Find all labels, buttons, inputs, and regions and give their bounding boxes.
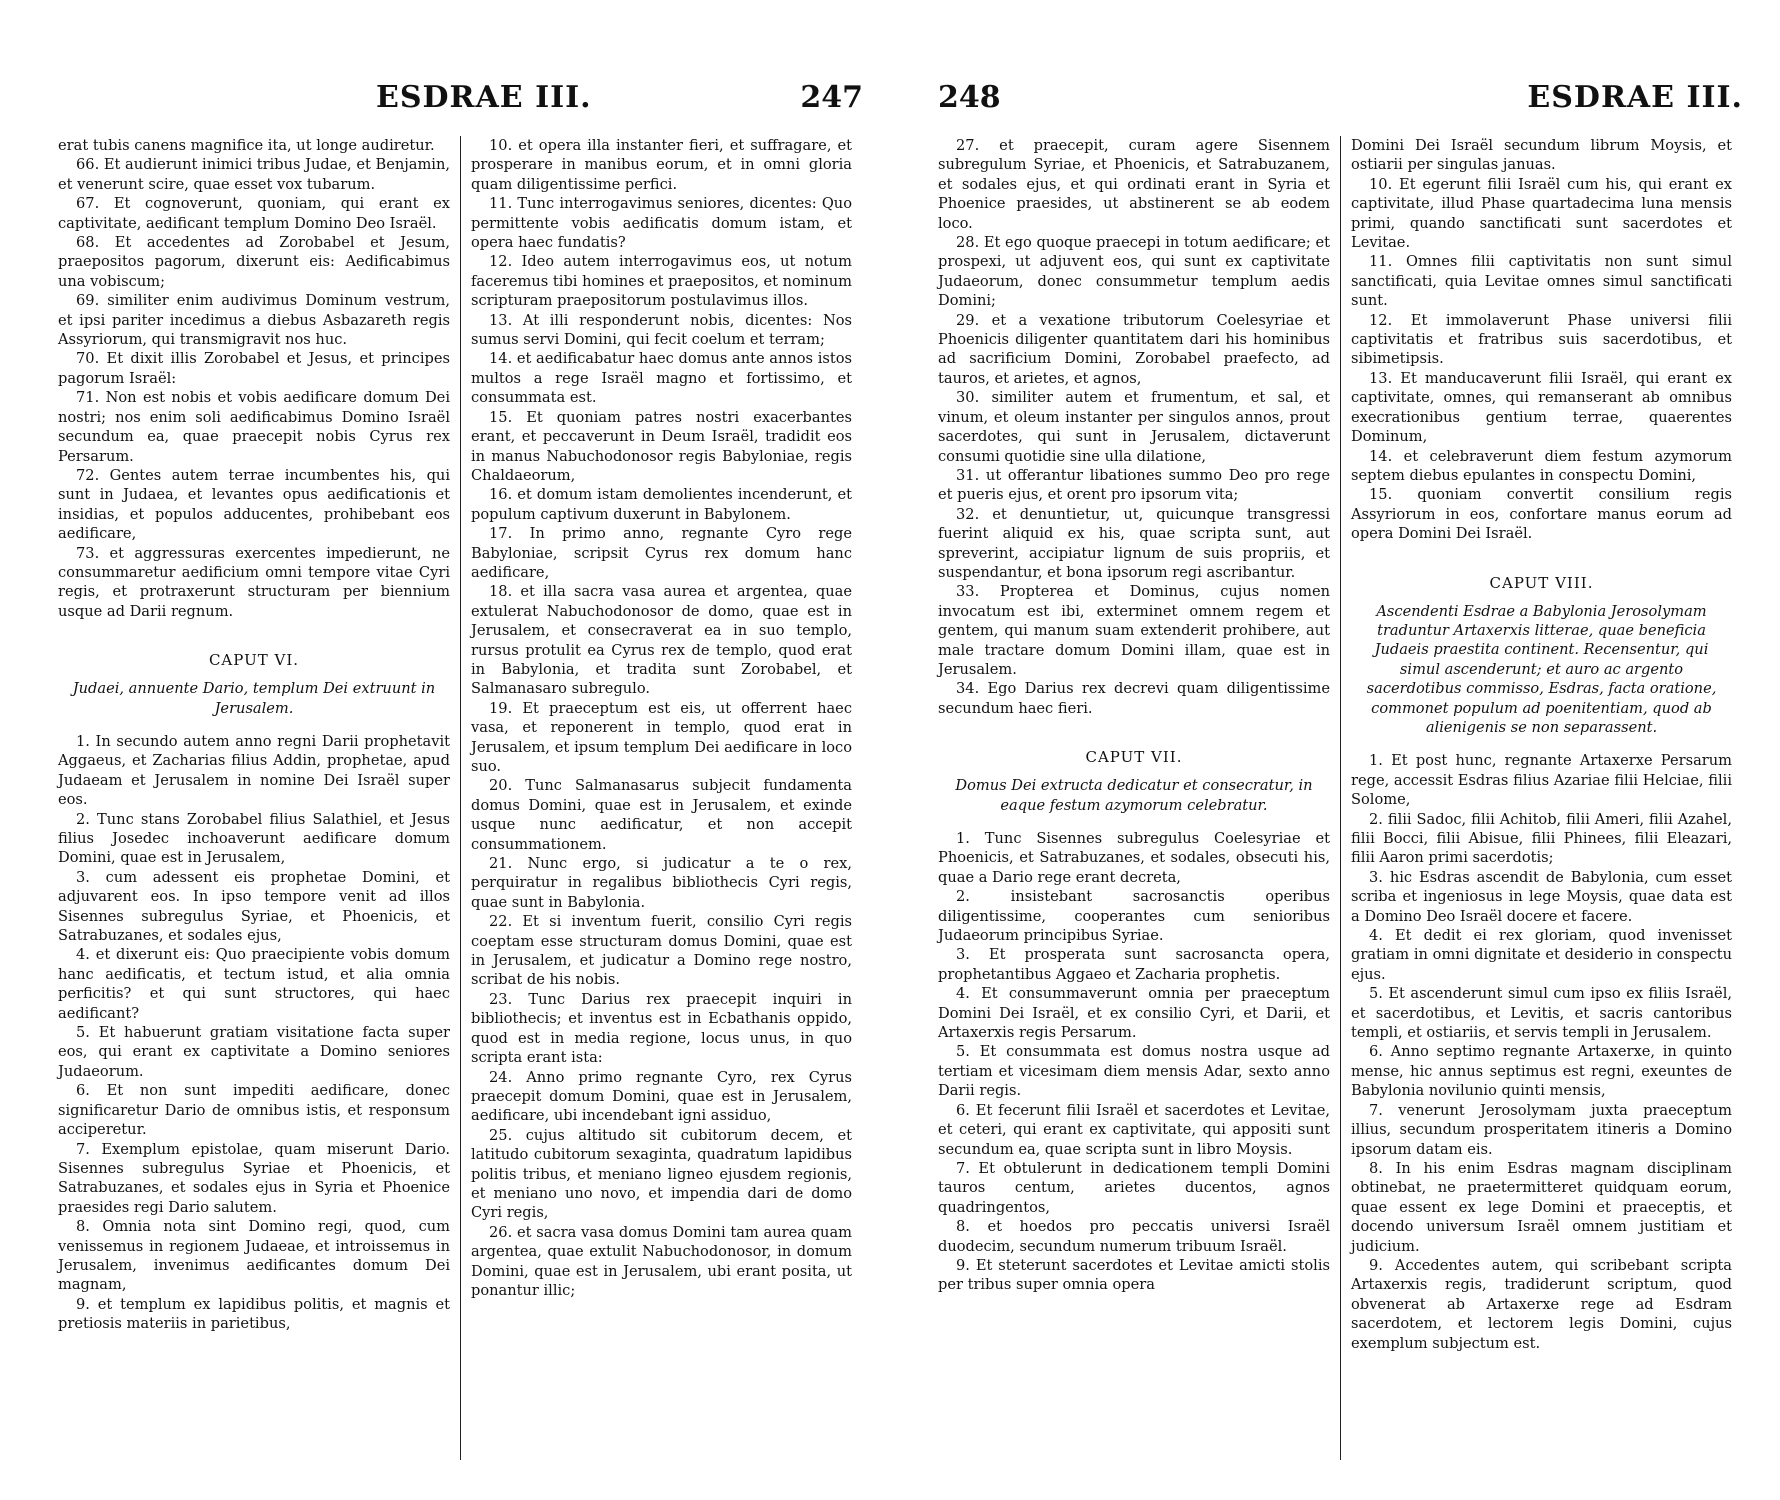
chapter-summary: Domus Dei extructa dedicatur et consecratur, in eaque festum azymorum celebratur.	[955, 777, 1313, 814]
verse: 4. Et consummaverunt omnia per praeceptum Domini Dei Israël, et ex consilio Cyri, et Darii, et Artaxerxis regis Persarum.	[938, 985, 1330, 1042]
left-page-columns	[58, 136, 863, 1460]
running-head: ESDRAE III.	[1527, 80, 1743, 115]
verse: 14. et celebraverunt diem festum azymorum septem diebus epulantes in conspectu Domini,	[1351, 447, 1732, 484]
chapter-heading: CAPUT VI.	[208, 651, 300, 670]
verse: 2. Tunc stans Zorobabel filius Salathiel, et Jesus filius Josedec inchoaverunt aedificare domum Domini, quae est in Jerusalem,	[58, 810, 450, 867]
right-page-columns	[938, 136, 1743, 1460]
verse: 67. Et cognoverunt, quoniam, qui erant ex captivitate, aedificant templum Domino Deo Israël.	[58, 195, 450, 232]
verse: 1. Tunc Sisennes subregulus Coelesyriae et Phoenicis, et Satrabuzanes, et sodales, obsecuti his, quae a Dario rege erant decreta,	[938, 830, 1330, 886]
verse: 7. venerunt Jerosolymam juxta praeceptum illius, secundum prosperitatem itineris a Domino ipsorum datam eis.	[1351, 1101, 1732, 1158]
verse: 8. In his enim Esdras magnam disciplinam obtinebat, ne praetermitteret quidquam eorum, quae essent ex lege Domini et praeceptis, et docendo universum Israël omnem justitiam et judicium.	[1351, 1159, 1732, 1255]
verse: 5. Et habuerunt gratiam visitatione facta super eos, qui erant ex captivitate a Domino seniores Judaeorum.	[58, 1024, 450, 1080]
verse: 9. Et steterunt sacerdotes et Levitae amicti stolis per tribus super omnia opera	[938, 1256, 1330, 1294]
right-page-header	[938, 80, 1743, 126]
verse: 19. Et praeceptum est eis, ut offerrent haec vasa, et reponerent in templo, quod erat in Jerusalem, et ipsum templum Dei aedificare in loco suo.	[471, 699, 852, 775]
verse: 23. Tunc Darius rex praecepit inquiri in bibliothecis; et inventus est in Ecbathanis oppido, quod est in media regione, locus unus, in quo scripta erant ista:	[471, 990, 852, 1067]
verse: 7. Exemplum epistolae, quam miserunt Dario. Sisennes subregulus Syriae et Phoenicis, et Satrabuzanes, et sodales ejus in Syria et Phoenice praesides regi Dario salutem.	[58, 1140, 450, 1216]
verse: 24. Anno primo regnante Cyro, rex Cyrus praecepit domum Domini, quae est in Jerusalem, aedificare, ubi incendebant igni assiduo,	[471, 1068, 852, 1125]
right-column-2	[1340, 136, 1732, 1460]
continued-text: Domini Dei Israël secundum librum Moysis, et ostiarii per singulas januas.	[1351, 137, 1732, 174]
verse: 17. In primo anno, regnante Cyro rege Babyloniae, scripsit Cyrus rex domum hanc aedificare,	[471, 525, 852, 581]
page-number: 247	[800, 80, 863, 115]
verse: 73. et aggressuras exercentes impedierunt, ne consummaretur aedificium omni tempore vitae Cyri regis, et protraxerunt structuram per biennium usque ad Darii regnum.	[58, 544, 450, 620]
page-number: 248	[938, 80, 1001, 115]
verse: 15. Et quoniam patres nostri exacerbantes erant, et peccaverunt in Deum Israël, tradidit eos in manus Nabuchodonosor regis Babyloniae, regis Chaldaeorum,	[471, 408, 852, 484]
running-head: ESDRAE III.	[376, 80, 592, 115]
verse: 31. ut offerantur libationes summo Deo pro rege et pueris ejus, et orent pro ipsorum vita;	[938, 466, 1330, 504]
verse: 72. Gentes autem terrae incumbentes his, qui sunt in Judaea, et levantes opus aedificationis et insidias, et populos adducentes, prohibebant eos aedificare,	[58, 466, 450, 543]
verse: 21. Nunc ergo, si judicatur a te o rex, perquiratur in regalibus bibliothecis Cyri regis, quae sunt in Babylonia.	[471, 855, 852, 911]
verse: 13. Et manducaverunt filii Israël, qui erant ex captivitate, omnes, qui remanserant ab omnibus execrationibus gentium terrae, quaerentes Dominum,	[1351, 369, 1732, 446]
verse: 5. Et ascenderunt simul cum ipso ex filiis Israël, et sacerdotibus, et Levitis, et sacris cantoribus templi, et ostiariis, et servis templi in Jerusalem.	[1351, 985, 1732, 1042]
right-column-1	[938, 136, 1330, 1460]
verse: 30. similiter autem et frumentum, et sal, et vinum, et oleum instanter per singulos annos, prout sacerdotes, qui sunt in Jerusalem, dictaverunt consumi quotidie sine ulla dilatione,	[938, 389, 1330, 465]
verse: 9. Accedentes autem, qui scribebant scripta Artaxerxis regis, tradiderunt scriptum, quod obvenerat ab Artaxerxe rege ad Esdram sacerdotem, et lectorem legis Domini, cujus exemplum subjectum est.	[1351, 1256, 1732, 1352]
verse: 1. In secundo autem anno regni Darii prophetavit Aggaeus, et Zacharias filius Addin, prophetae, apud Judaeam et Jerusalem in nomine Dei Israël super eos.	[58, 732, 450, 809]
left-column-1	[58, 136, 450, 1460]
verse: 11. Tunc interrogavimus seniores, dicentes: Quo permittente vobis aedificatis domum istam, et opera haec fundatis?	[471, 195, 852, 252]
chapter-heading: CAPUT VII.	[1085, 748, 1183, 767]
verse: 6. Et fecerunt filii Israël et sacerdotes et Levitae, et ceteri, qui erant ex captivitate, qui appositi sunt secundum ea, quae scripta sunt in libro Moysis.	[938, 1101, 1330, 1158]
verse: 3. Et prosperata sunt sacrosancta opera, prophetantibus Aggaeo et Zacharia prophetis.	[938, 946, 1330, 983]
verse: 28. Et ego quoque praecepi in totum aedificare; et prospexi, ut adjuvent eos, qui sunt ex captivitate Judaeorum, donec consummetur templum aedis Domini;	[938, 234, 1330, 310]
verse: 13. At illi responderunt nobis, dicentes: Nos sumus servi Domini, qui fecit coelum et terram;	[471, 311, 852, 349]
verse: 9. et templum ex lapidibus politis, et magnis et pretiosis materiis in parietibus,	[58, 1295, 450, 1333]
verse: 4. et dixerunt eis: Quo praecipiente vobis domum hanc aedificatis, et tectum istud, et alia omnia perficitis? et qui sunt structores, qui haec aedificant?	[58, 946, 450, 1022]
chapter-summary: Ascendenti Esdrae a Babylonia Jerosolymam traduntur Artaxerxis litterae, quae beneficia Judaeis praestita continent. Recensentur, qui simul ascenderunt; et auro ac argento sacerdotibus commisso, Esdras, facta oratione, commonet populum ad poenitentiam, quod ab alienigenis se non separassent.	[1366, 602, 1717, 736]
verse: 22. Et si inventum fuerit, consilio Cyri regis coeptam esse structuram domus Domini, quae est in Jerusalem, et judicatur a Domino rege nostro, scribat de his nobis.	[471, 913, 852, 989]
verse: 6. Anno septimo regnante Artaxerxe, in quinto mense, hic annus septimus est regni, exeuntes de Babylonia novilunio quinti mensis,	[1351, 1043, 1732, 1100]
verse: 66. Et audierunt inimici tribus Judae, et Benjamin, et venerunt scire, quae esset vox tubarum.	[58, 156, 451, 193]
verse: 26. et sacra vasa domus Domini tam aurea quam argentea, quae extulit Nabuchodonosor, in domum Domini, quae est in Jerusalem, ubi erant posita, ut ponantur illic;	[471, 1223, 852, 1299]
verse: 10. Et egerunt filii Israël cum his, qui erant ex captivitate, illud Phase quartadecima luna mensis primi, quando sanctificati sunt sacerdotes et Levitae.	[1351, 175, 1732, 252]
left-page	[58, 80, 863, 1460]
verse: 71. Non est nobis et vobis aedificare domum Dei nostri; nos enim soli aedificabimus Domino Israël secundum ea, quae praecepit nobis Cyrus rex Persarum.	[58, 389, 450, 465]
left-page-header	[58, 80, 863, 126]
verse: 69. similiter enim audivimus Dominum vestrum, et ipsi pariter incedimus a diebus Asbazareth regis Assyriorum, qui transmigravit nos huc.	[58, 292, 450, 349]
verse: 32. et denuntietur, ut, quicunque transgressi fuerint aliquid ex his, quae scripta sunt, aut spreverint, accipiatur lignum de suis propriis, et suspendantur, et bona ipsorum regi ascribantur.	[938, 505, 1330, 581]
verse: 2. insistebant sacrosanctis operibus diligentissime, cooperantes cum senioribus Judaeorum principibus Syriae.	[938, 888, 1330, 945]
verse: 4. Et dedit ei rex gloriam, quod invenisset gratiam in omni dignitate et desiderio in conspectu ejus.	[1351, 927, 1732, 983]
chapter-heading: CAPUT VIII.	[1489, 573, 1594, 592]
verse: 7. Et obtulerunt in dedicationem templi Domini tauros centum, arietes ducentos, agnos quadringentos,	[938, 1159, 1330, 1216]
chapter-summary: Judaei, annuente Dario, templum Dei extruunt in Jerusalem.	[72, 680, 436, 717]
verse: 11. Omnes filii captivitatis non sunt simul sanctificati, quia Levitae omnes simul sanctificati sunt.	[1351, 253, 1732, 310]
verse: 20. Tunc Salmanasarus subjecit fundamenta domus Domini, quae est in Jerusalem, et exinde usque nunc aedificatur, et non accepit consummationem.	[471, 777, 852, 853]
verse: 5. Et consummata est domus nostra usque ad tertiam et vicesimam diem mensis Adar, sexto anno Darii regis.	[938, 1043, 1330, 1100]
left-column-2	[460, 136, 852, 1460]
verse: 6. Et non sunt impediti aedificare, donec significaretur Dario de omnibus istis, et responsum acciperetur.	[58, 1082, 450, 1139]
verse: 27. et praecepit, curam agere Sisennem subregulum Syriae, et Phoenicis, et Satrabuzanem, et sodales ejus, et qui ordinati erant in Syria et Phoenice praesides, ut abstinerent se ab eodem loco.	[938, 137, 1330, 232]
verse: 29. et a vexatione tributorum Coelesyriae et Phoenicis diligenter quantitatem dari his hominibus ad sacrificium Domini, Zorobabel praefecto, ad tauros, et arietes, et agnos,	[938, 311, 1330, 387]
right-page	[938, 80, 1743, 1460]
verse: 70. Et dixit illis Zorobabel et Jesus, et principes pagorum Israël:	[58, 350, 450, 387]
verse: 68. Et accedentes ad Zorobabel et Jesum, praepositos pagorum, dixerunt eis: Aedificabimus una vobiscum;	[58, 234, 450, 290]
verse: 2. filii Sadoc, filii Achitob, filii Ameri, filii Azahel, filii Bocci, filii Abisue, filii Phinees, filii Eleazari, filii Aaron primi sacerdotis;	[1351, 810, 1732, 867]
verse: 10. et opera illa instanter fieri, et suffragare, et prosperare in manibus eorum, et in omni gloria quam diligentissime perfici.	[471, 137, 852, 193]
verse: 34. Ego Darius rex decrevi quam diligentissime secundum haec fieri.	[938, 680, 1330, 717]
verse: 18. et illa sacra vasa aurea et argentea, quae extulerat Nabuchodonosor de domo, quae est in Jerusalem, et consecraverat ea in suo templo, rursus protulit ea Cyrus rex de templo, quod erat in Babylonia, et tradita sunt Zorobabel, et Salmanasaro subregulo.	[471, 583, 852, 698]
continued-text: erat tubis canens magnifice ita, ut longe audiretur.	[58, 137, 435, 154]
verse: 25. cujus altitudo sit cubitorum decem, et latitudo cubitorum sexaginta, quadratum lapidibus politis tribus, et meniano ligneo ejusdem regionis, et meniano uno novo, et impendia dari de domo Cyri regis,	[471, 1126, 852, 1222]
verse: 3. cum adessent eis prophetae Domini, et adjuvarent eos. In ipso tempore venit ad illos Sisennes subregulus Syriae, et Phoenicis, et Satrabuzanes, et sodales ejus,	[58, 868, 450, 945]
verse: 12. Et immolaverunt Phase universi filii captivitatis et fratribus suis sacerdotibus, et sibimetipsis.	[1351, 311, 1732, 368]
verse: 8. Omnia nota sint Domino regi, quod, cum venissemus in regionem Judaeae, et introissemus in Jerusalem, invenimus aedificantes domum Dei magnam,	[58, 1218, 450, 1294]
verse: 8. et hoedos pro peccatis universi Israël duodecim, secundum numerum tribuum Israël.	[938, 1218, 1330, 1255]
verse: 3. hic Esdras ascendit de Babylonia, cum esset scriba et ingeniosus in lege Moysis, quae data est a Domino Deo Israël docere et facere.	[1351, 868, 1732, 925]
verse: 1. Et post hunc, regnante Artaxerxe Persarum rege, accessit Esdras filius Azariae filii Helciae, filii Solome,	[1351, 752, 1732, 809]
verse: 15. quoniam convertit consilium regis Assyriorum in eos, confortare manus eorum ad opera Domini Dei Israël.	[1351, 486, 1732, 543]
verse: 14. et aedificabatur haec domus ante annos istos multos a rege Israël magno et fortissimo, et consummata est.	[471, 350, 852, 407]
verse: 33. Propterea et Dominus, cujus nomen invocatum est ibi, exterminet omnem regem et gentem, qui manum suam extenderit prohibere, aut male tractare domum Domini illam, quae est in Jerusalem.	[938, 583, 1330, 678]
verse: 16. et domum istam demolientes incenderunt, et populum captivum duxerunt in Babylonem.	[471, 486, 852, 523]
verse: 12. Ideo autem interrogavimus eos, ut notum faceremus tibi homines et praepositos, et nominum scripturam praepositorum postulavimus illos.	[471, 253, 852, 310]
